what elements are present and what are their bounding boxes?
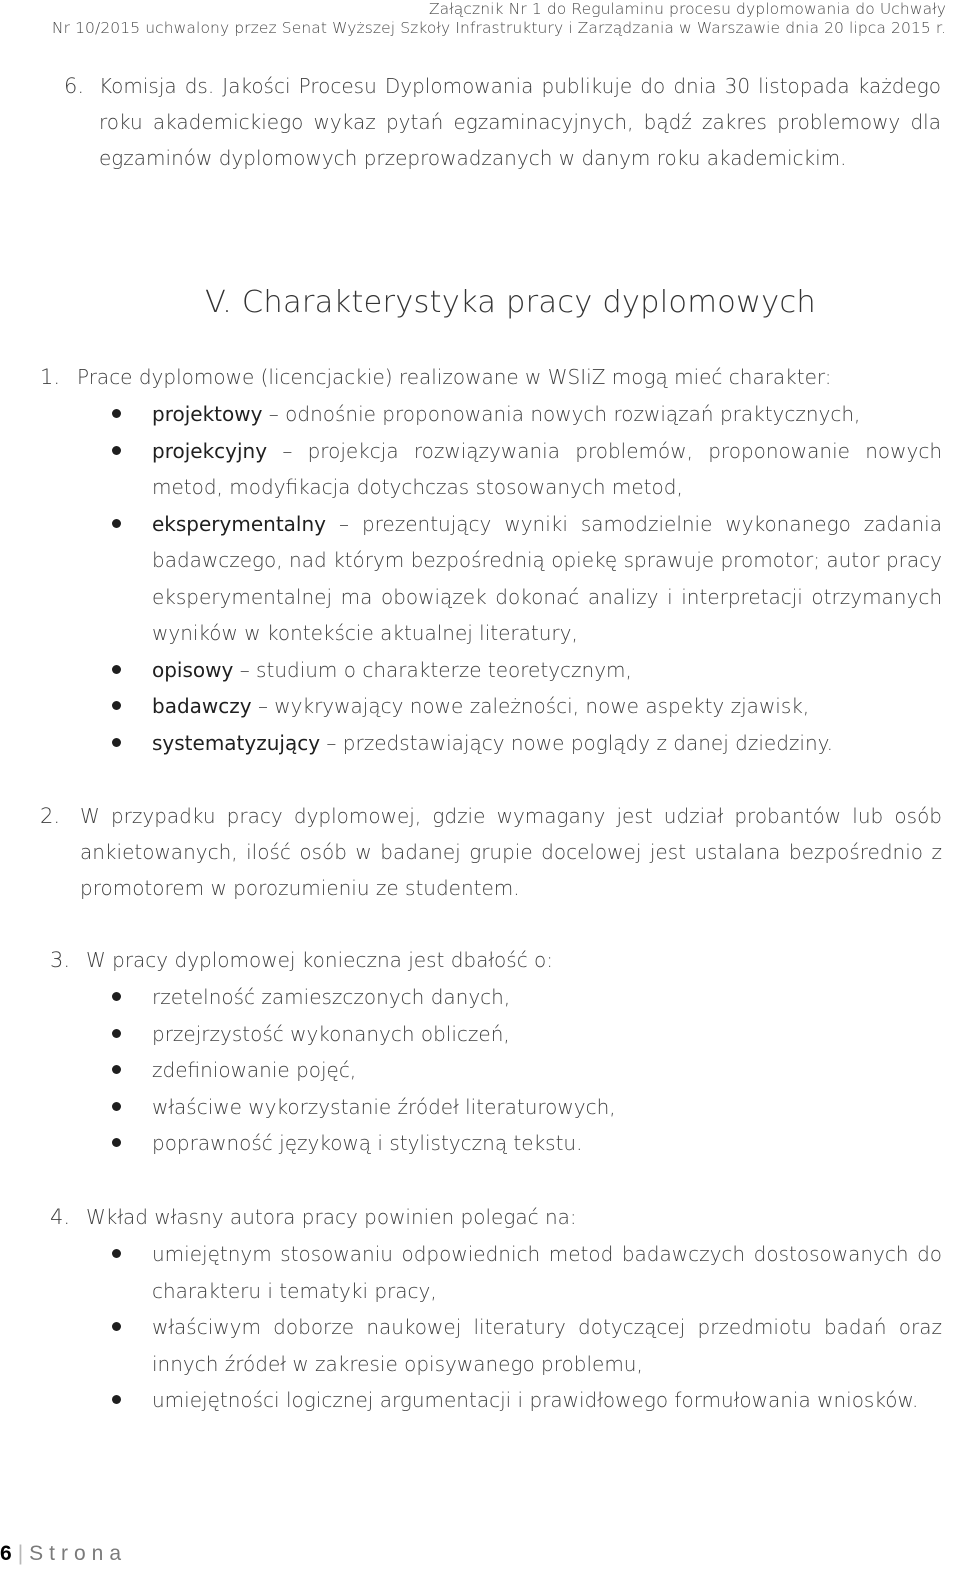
item-6-text: Komisja ds. Jakości Procesu Dyplomowania publikuje do dnia 30 listopada każdego roku akademickiego wykaz pytań egzaminacyjnych, bądź zakres problemowy dla egzaminów dyplomowych przeprowadzanych w danym roku akademickim. [99,74,941,170]
point-2-text: W przypadku pracy dyplomowej, gdzie wymagany jest udział probantów lub osób ankietowanych, ilość osób w badanej grupie docelowej jest ustalana bezpośrednio z promotorem w porozumieniu ze studentem. [80,804,942,900]
bullet-dot-icon [112,1102,121,1111]
list-item [152,1309,942,1382]
list-item-text: poprawność językową i stylistyczną tekstu. [152,1131,583,1155]
list-item [152,1382,942,1419]
list-item-text: – prezentujący wyniki samodzielnie wykonanego zadania badawczego, nad którym bezpośrednią opiekę sprawuje promotor; autor pracy eksperymentalnej ma obowiązek dokonać analizy i interpretacji otrzymanych wyników w kontekście aktualnej literatury, [152,511,942,645]
list-item [152,506,942,652]
point-1-intro [77,359,941,395]
bullet-dot-icon [112,992,121,1001]
list-item-term: projektowy [152,402,263,426]
list-item-text: – wykrywający nowe zależności, nowe aspekty zjawisk, [251,694,810,718]
bullet-dot-icon [112,1065,121,1074]
list-item-term: systematyzujący [152,730,321,755]
list-item [152,1089,942,1126]
page-footer [0,1541,127,1567]
list-item [152,652,942,689]
list-item-text: rzetelność zamieszczonych danych, [152,985,511,1009]
bullet-dot-icon [112,665,121,674]
page-word: Strona [29,1542,128,1565]
bullet-dot-icon [112,1029,121,1038]
point-1-bullet-list [152,396,942,761]
list-item-text: umiejętności logicznej argumentacji i prawidłowego formułowania wniosków. [152,1388,919,1412]
page-header [52,0,946,38]
list-item-text: – przedstawiający nowe poglądy z danej dziedziny. [320,730,833,755]
point-3-bullet-list [152,979,942,1162]
bullet-dot-icon [112,738,121,747]
item-6-paragraph [99,68,941,176]
bullet-dot-icon [112,701,121,710]
list-item [152,979,942,1016]
list-item [152,1052,942,1089]
list-item [152,725,942,762]
bullet-dot-icon [112,1395,121,1404]
list-item [152,1236,942,1309]
point-4-bullet-list [152,1236,942,1419]
list-item [152,1016,942,1053]
list-item-term: eksperymentalny [152,511,326,536]
bullet-dot-icon [112,519,121,528]
list-item [152,1125,942,1162]
bullet-dot-icon [112,1138,121,1147]
point-2-number: 2. [40,804,61,828]
list-item-text: właściwym doborze naukowej literatury dotyczącej przedmiotu badań oraz innych źródeł w zakresie opisywanego problemu, [152,1315,942,1376]
section-title: V. Charakterystyka pracy dyplomowych [205,285,816,320]
list-item-text: przejrzystość wykonanych obliczeń, [152,1021,510,1046]
list-item [152,396,942,433]
point-3-intro [86,942,926,978]
bullet-dot-icon [112,1322,121,1331]
point-1-intro-text: Prace dyplomowe (licencjackie) realizowane w WSIiZ mogą mieć charakter: [77,365,832,389]
point-2-paragraph [80,798,942,906]
point-4-intro-text: Wkład własny autora pracy powinien polegać na: [86,1205,577,1229]
point-3-number: 3. [50,948,71,972]
header-line-1: Załącznik Nr 1 do Regulaminu procesu dyplomowania do Uchwały [428,0,946,18]
list-item-text: zdefiniowanie pojęć, [152,1058,357,1082]
header-line-2: Nr 10/2015 uchwalony przez Senat Wyższej Szkoły Infrastruktury i Zarządzania w Warszawie dnia 20 lipca 2015 r. [51,19,946,37]
bullet-dot-icon [112,446,121,455]
point-1-number: 1. [40,365,61,389]
item-6-number: 6. [64,74,85,98]
point-4-intro [86,1199,926,1235]
list-item-text: – projekcja rozwiązywania problemów, proponowanie nowych metod, modyfikacja dotychczas stosowanych metod, [152,438,942,499]
point-4-number: 4. [50,1205,71,1229]
list-item-text: umiejętnym stosowaniu odpowiednich metod badawczych dostosowanych do charakteru i tematyki pracy, [152,1242,942,1303]
list-item-term: badawczy [152,694,252,718]
bullet-dot-icon [112,1249,121,1258]
list-item [152,688,942,725]
list-item-text: – studium o charakterze teoretycznym, [233,657,632,682]
list-item-term: projekcyjny [152,438,268,463]
list-item [152,433,942,506]
list-item-text: właściwe wykorzystanie źródeł literaturowych, [152,1094,616,1119]
footer-separator: | [17,1542,24,1565]
list-item-text: – odnośnie proponowania nowych rozwiązań praktycznych, [262,402,861,426]
bullet-dot-icon [112,409,121,418]
point-3-intro-text: W pracy dyplomowej konieczna jest dbałość o: [86,948,554,972]
page-number: 6 [0,1542,12,1565]
list-item-term: opisowy [152,657,234,682]
